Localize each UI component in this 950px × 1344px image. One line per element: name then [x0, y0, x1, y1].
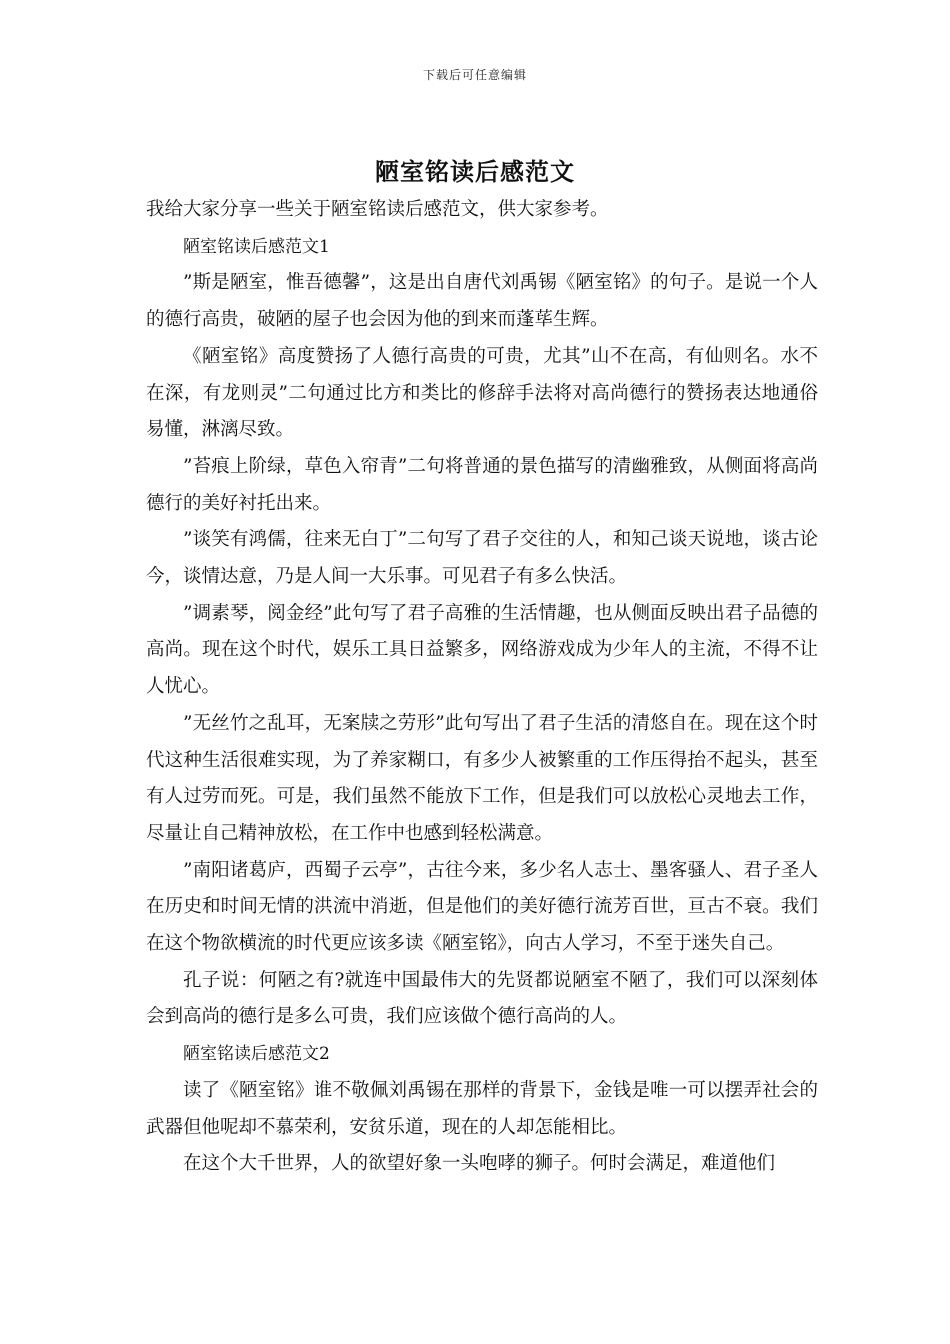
paragraph: ”斯是陋室，惟吾德馨”，这是出自唐代刘禹锡《陋室铭》的句子。是说一个人的德行高贵，破陋的屋子也会因为他的到来而蓬荜生辉。 — [146, 272, 818, 331]
section-heading-1: 陋室铭读后感范文1 — [183, 236, 330, 257]
document-body — [146, 192, 818, 1183]
paragraph: ”无丝竹之乱耳，无案牍之劳形”此句写出了君子生活的清悠自在。现在这个时代这种生活很难实现，为了养家糊口，有多少人被繁重的工作压得抬不起头，甚至有人过劳而死。可是，我们虽然不能放下工作，但是我们可以放松心灵地去工作，尽量让自己精神放松，在工作中也感到轻松满意。 — [146, 712, 818, 844]
section-heading-2: 陋室铭读后感范文2 — [183, 1044, 330, 1065]
paragraph: 在这个大千世界，人的欲望好象一头咆哮的狮子。何时会满足，难道他们 — [183, 1153, 776, 1175]
document-title: 陋室铭读后感范文 — [375, 157, 575, 186]
paragraph: ”苔痕上阶绿，草色入帘青”二句将普通的景色描写的清幽雅致，从侧面将高尚德行的美好衬托出来。 — [146, 455, 818, 514]
paragraph: ”南阳诸葛庐，西蜀子云亭”，古往今来，多少名人志士、墨客骚人、君子圣人在历史和时间无情的洪流中消逝，但是他们的美好德行流芳百世，亘古不衰。我们在这个物欲横流的时代更应该多读《陋室铭》，向古人学习，不至于迷失自己。 — [146, 859, 818, 955]
paragraph: 《陋室铭》高度赞扬了人德行高贵的可贵，尤其”山不在高，有仙则名。水不在深，有龙则灵”二句通过比方和类比的修辞手法将对高尚德行的赞扬表达地通俗易懂，淋漓尽致。 — [146, 345, 818, 441]
paragraph: 读了《陋室铭》谁不敬佩刘禹锡在那样的背景下，金钱是唯一可以摆弄社会的武器但他呢却不慕荣利，安贫乐道，现在的人却怎能相比。 — [146, 1079, 818, 1138]
page-header: 下载后可任意编辑 — [422, 68, 527, 82]
paragraph: ”谈笑有鸿儒，往来无白丁”二句写了君子交往的人，和知己谈天说地，谈古论今，谈情达意，乃是人间一大乐事。可见君子有多么快活。 — [146, 529, 818, 588]
paragraph: ”调素琴，阅金经”此句写了君子高雅的生活情趣，也从侧面反映出君子品德的高尚。现在这个时代，娱乐工具日益繁多，网络游戏成为少年人的主流，不得不让人忧心。 — [146, 602, 818, 698]
intro-paragraph: 我给大家分享一些关于陋室铭读后感范文，供大家参考。 — [146, 199, 609, 220]
paragraph: 孔子说：何陋之有?就连中国最伟大的先贤都说陋室不陋了，我们可以深刻体会到高尚的德行是多么可贵，我们应该做个德行高尚的人。 — [146, 969, 818, 1028]
